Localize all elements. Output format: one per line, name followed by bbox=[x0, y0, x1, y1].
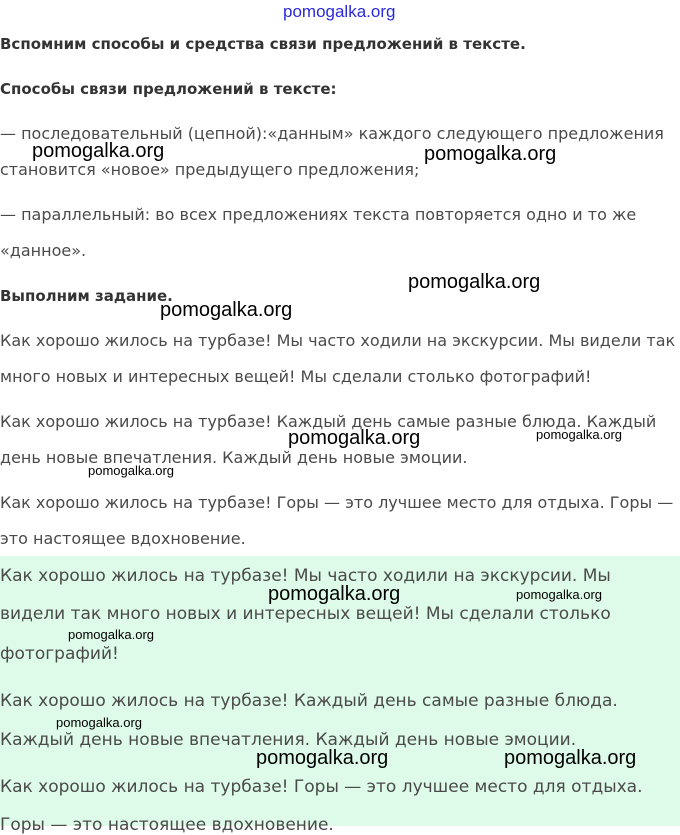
task-p2-line-1: Как хорошо жилось на турбазе! Каждый день самые разные блюда. Каждый bbox=[0, 412, 657, 431]
answer-p1-line-2: видели так много новых и интересных вещей! Мы сделали столько bbox=[0, 604, 611, 624]
watermark: pomogalka.org bbox=[88, 463, 174, 478]
sequential-line-2: становится «новое» предыдущего предложения; bbox=[0, 160, 420, 179]
sequential-line-1: — последовательный (цепной):«данным» каждого следующего предложения bbox=[0, 124, 664, 143]
task-p2-line-2: день новые впечатления. Каждый день новые эмоции. bbox=[0, 448, 468, 467]
parallel-line-1: — параллельный: во всех предложениях текста повторяется одно и то же bbox=[0, 205, 637, 224]
watermark: pomogalka.org bbox=[424, 143, 557, 165]
heading-methods: Способы связи предложений в тексте: bbox=[0, 80, 337, 98]
watermark: pomogalka.org bbox=[32, 140, 165, 162]
heading-task: Выполним задание. bbox=[0, 287, 173, 305]
watermark: pomogalka.org bbox=[288, 427, 421, 449]
watermark: pomogalka.org bbox=[516, 587, 602, 602]
answer-p3-line-1: Как хорошо жилось на турбазе! Горы — это лучшее место для отдыха. bbox=[0, 777, 643, 797]
watermark: pomogalka.org bbox=[256, 747, 389, 769]
heading-recall: Вспомним способы и средства связи предложений в тексте. bbox=[0, 35, 526, 53]
watermark: pomogalka.org bbox=[268, 583, 401, 605]
answer-p3-line-2: Горы — это настоящее вдохновение. bbox=[0, 815, 334, 835]
watermark: pomogalka.org bbox=[160, 299, 293, 321]
watermark: pomogalka.org bbox=[68, 627, 154, 642]
task-p3-line-1: Как хорошо жилось на турбазе! Горы — это лучшее место для отдыха. Горы — bbox=[0, 493, 674, 512]
watermark: pomogalka.org bbox=[536, 427, 622, 442]
parallel-line-2: «данное». bbox=[0, 241, 87, 260]
watermark-top: pomogalka.org bbox=[283, 2, 396, 21]
watermark: pomogalka.org bbox=[504, 747, 637, 769]
answer-p2-line-1: Как хорошо жилось на турбазе! Каждый день самые разные блюда. bbox=[0, 691, 618, 711]
watermark: pomogalka.org bbox=[56, 715, 142, 730]
answer-p1-line-1: Как хорошо жилось на турбазе! Мы часто ходили на экскурсии. Мы bbox=[0, 566, 611, 586]
answer-p2-line-2: Каждый день новые впечатления. Каждый день новые эмоции. bbox=[0, 730, 577, 750]
watermark: pomogalka.org bbox=[408, 271, 541, 293]
answer-p1-line-3: фотографий! bbox=[0, 644, 119, 664]
task-p3-line-2: это настоящее вдохновение. bbox=[0, 529, 246, 548]
task-p1-line-2: много новых и интересных вещей! Мы сделали столько фотографий! bbox=[0, 367, 592, 386]
task-p1-line-1: Как хорошо жилось на турбазе! Мы часто ходили на экскурсии. Мы видели так bbox=[0, 331, 676, 350]
